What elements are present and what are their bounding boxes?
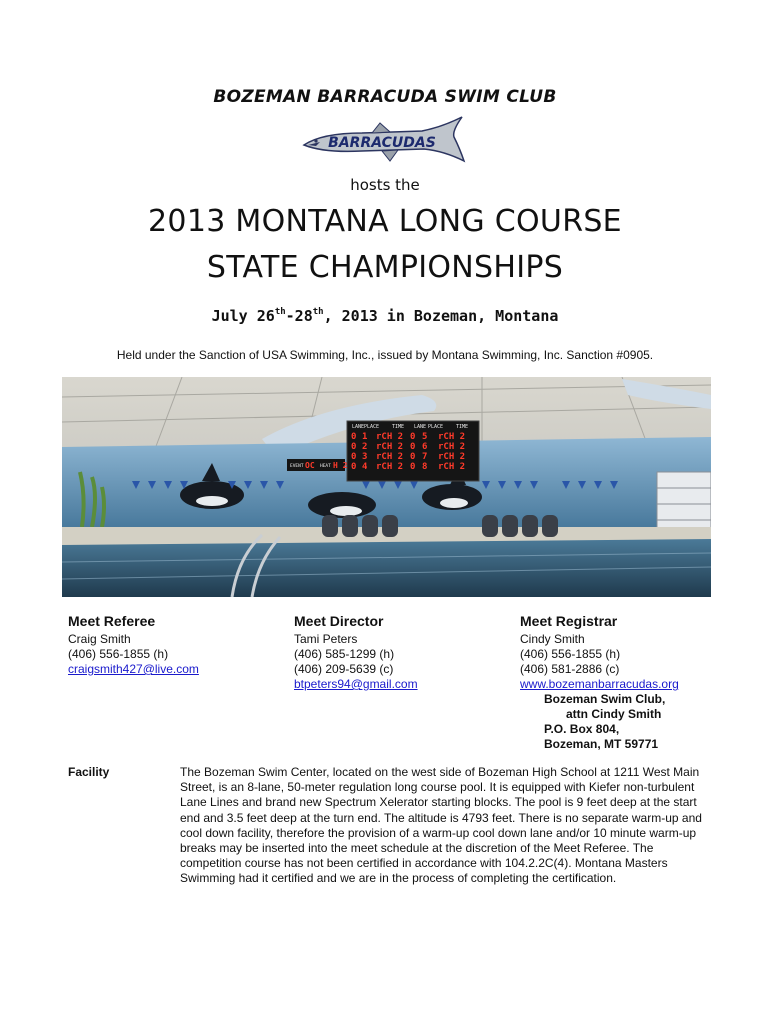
registrar-address-line: attn Cindy Smith: [566, 707, 662, 721]
svg-text:H 2: H 2: [333, 461, 348, 470]
svg-text:LANE: LANE: [352, 424, 365, 430]
svg-text:5: 5: [422, 432, 428, 442]
registrar-address-line: Bozeman Swim Club,: [544, 692, 666, 706]
meet-director-block: [294, 613, 418, 692]
svg-text:rCH 2: rCH 2: [376, 432, 404, 442]
svg-text:rCH 2: rCH 2: [438, 442, 466, 452]
hosts-text: hosts the: [350, 176, 420, 194]
meet-referee-name: Craig Smith: [68, 632, 131, 646]
svg-text:rCH 2: rCH 2: [376, 452, 404, 462]
svg-text:EVENT: EVENT: [290, 464, 304, 469]
sanction-statement: Held under the Sanction of USA Swimming, Inc., issued by Montana Swimming, Inc. Sanction #0905.: [116, 348, 654, 362]
svg-text:4: 4: [362, 462, 368, 472]
svg-text:TIME: TIME: [456, 424, 469, 430]
meet-registrar-block: [520, 613, 679, 752]
svg-text:rCH 2: rCH 2: [438, 452, 466, 462]
svg-text:6: 6: [422, 442, 428, 452]
svg-text:0: 0: [351, 432, 357, 442]
meet-registrar-name: Cindy Smith: [520, 632, 585, 646]
meet-referee-block: [68, 613, 199, 677]
svg-text:OC: OC: [305, 461, 315, 470]
svg-text:rCH 2: rCH 2: [376, 442, 404, 452]
event-title-line1: 2013 MONTANA LONG COURSE: [148, 204, 622, 239]
svg-text:0: 0: [351, 442, 357, 452]
meet-referee-email-link[interactable]: craigsmith427@live.com: [68, 662, 199, 676]
svg-text:0: 0: [351, 452, 357, 462]
club-name: BOZEMAN BARRACUDA SWIM CLUB: [213, 87, 557, 107]
svg-text:0: 0: [410, 432, 416, 442]
event-date: July 26th-28th, 2013 in Bozeman, Montana: [211, 307, 559, 325]
meet-registrar-phone-cell: (406) 581-2886 (c): [520, 662, 620, 676]
facility-description: The Bozeman Swim Center, located on the west side of Bozeman High School at 1211 West Main Street, is an 8-lane, 50-meter regulation long course pool. It is equipped with Kiefer non-turbulent Lane Lines and brand new Spectrum Xelerator starting blocks. The pool is 9 feet deep at the start end and 3.5 feet deep at the turn end. The altitude is 4793 feet. There is no separate warm-up and cool down facility, therefore the provision of a warm-up cool down lane and/or 10 minute warm-up breaks may be inserted into the meet schedule at the discretion of the Meet Referee. The competition course has not been certified in accordance with 104.2.2C(4). Montana Masters Swimming had it certified and we are in the process of completing the certification.: [180, 765, 702, 886]
registrar-address-line: P.O. Box 804,: [544, 722, 620, 736]
svg-text:8: 8: [422, 462, 428, 472]
svg-text:TIME: TIME: [392, 424, 405, 430]
meet-registrar-website-link[interactable]: www.bozemanbarracudas.org: [520, 677, 679, 691]
svg-text:1: 1: [362, 432, 368, 442]
event-title-line2: STATE CHAMPIONSHIPS: [206, 250, 564, 285]
meet-director-email-link[interactable]: btpeters94@gmail.com: [294, 677, 418, 691]
meet-director-phone-home: (406) 585-1299 (h): [294, 647, 395, 661]
meet-director-name: Tami Peters: [294, 632, 358, 646]
meet-referee-heading: Meet Referee: [68, 613, 156, 629]
svg-text:3: 3: [362, 452, 368, 462]
svg-text:7: 7: [422, 452, 428, 462]
facility-label: Facility: [68, 765, 110, 779]
meet-director-phone-cell: (406) 209-5639 (c): [294, 662, 394, 676]
svg-text:rCH 2: rCH 2: [438, 432, 466, 442]
svg-text:HEAT: HEAT: [320, 464, 331, 469]
svg-text:rCH 2: rCH 2: [376, 462, 404, 472]
svg-text:BARRACUDAS: BARRACUDAS: [328, 135, 436, 151]
svg-text:0: 0: [351, 462, 357, 472]
svg-text:2: 2: [362, 442, 368, 452]
barracuda-logo: [302, 115, 466, 167]
meet-registrar-phone-home: (406) 556-1855 (h): [520, 647, 621, 661]
meet-director-heading: Meet Director: [294, 613, 384, 629]
meet-registrar-heading: Meet Registrar: [520, 613, 618, 629]
pool-photo: [62, 377, 711, 597]
registrar-address-line: Bozeman, MT 59771: [544, 737, 659, 751]
svg-text:0: 0: [410, 452, 416, 462]
meet-referee-phone: (406) 556-1855 (h): [68, 647, 169, 661]
svg-text:PLACE: PLACE: [364, 424, 380, 430]
svg-text:rCH 2: rCH 2: [438, 462, 466, 472]
svg-text:0: 0: [410, 462, 416, 472]
svg-text:LANE: LANE: [414, 424, 427, 430]
svg-text:0: 0: [410, 442, 416, 452]
svg-text:PLACE: PLACE: [428, 424, 444, 430]
